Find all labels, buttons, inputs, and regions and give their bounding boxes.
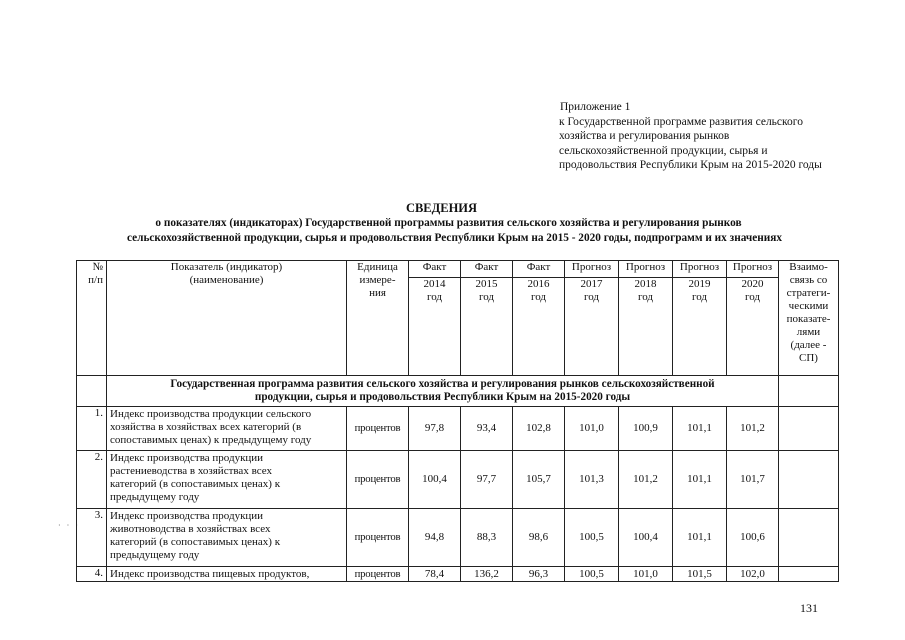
row-indicator-line: Индекс производства продукции сельского	[110, 408, 312, 420]
heading-line-1: о показателях (индикаторах) Государственной программы развития сельского хозяйства и регулирования рынков	[155, 217, 742, 229]
header-period-year-cell	[619, 278, 673, 376]
row-value: 105,7	[513, 451, 565, 509]
header-period-year-cell	[727, 278, 779, 376]
row-value: 101,5	[673, 567, 727, 582]
appendix-line: продовольствия Республики Крым на 2015-2020 годы	[559, 159, 822, 172]
row-value: 97,7	[461, 451, 513, 509]
row-number: 3.	[77, 509, 107, 567]
row-value: 101,2	[619, 451, 673, 509]
header-link-label: показате-	[786, 313, 831, 325]
header-year: 2020	[741, 278, 764, 291]
heading-line-2: сельскохозяйственной продукции, сырья и продовольствия Республики Крым на 2015 - 2020 годы, подпрограмм и их значениях	[126, 231, 783, 244]
row-value: 97,8	[409, 407, 461, 451]
appendix-note	[559, 100, 859, 173]
row-value: 101,1	[673, 407, 727, 451]
header-link-label: ческими	[788, 300, 829, 312]
header-link-label: Взаимо-	[789, 261, 828, 273]
row-value: 98,6	[513, 509, 565, 567]
header-link-label: связь со	[789, 274, 828, 286]
row-value: 101,7	[727, 451, 779, 509]
row-indicator	[107, 509, 347, 567]
header-link-label: СП)	[799, 352, 818, 364]
row-indicator-line: хозяйства в хозяйствах всех категорий (в	[110, 421, 302, 433]
row-unit: процентов	[347, 407, 409, 451]
row-indicator-line: категорий (в сопоставимых ценах) к	[110, 478, 281, 490]
row-number: 2.	[77, 451, 107, 509]
header-period-year-cell	[409, 278, 461, 376]
header-year: 2017	[580, 278, 603, 291]
section-row	[77, 376, 839, 407]
header-unit-cell	[347, 261, 409, 376]
row-indicator-line: предыдущему году	[110, 491, 200, 503]
row-unit: процентов	[347, 567, 409, 582]
row-value: 100,4	[619, 509, 673, 567]
row-value: 101,1	[673, 509, 727, 567]
page-title: СВЕДЕНИЯ	[405, 201, 478, 215]
header-indicator-label: (наименование)	[189, 274, 264, 286]
row-indicator-line: животноводства в хозяйствах всех	[110, 523, 271, 535]
row-value: 100,5	[565, 509, 619, 567]
table-row	[77, 407, 839, 451]
row-value: 101,3	[565, 451, 619, 509]
row-number: 1.	[77, 407, 107, 451]
row-value: 101,0	[619, 567, 673, 582]
row-link	[779, 509, 839, 567]
header-year-suffix: год	[426, 291, 443, 304]
row-indicator-line: растениеводства в хозяйствах всех	[110, 465, 272, 477]
section-title-line: Государственная программа развития сельского хозяйства и регулирования рынков сельскохозяйственной	[170, 377, 715, 390]
row-indicator-line: предыдущему году	[110, 549, 200, 561]
header-period-year-cell	[673, 278, 727, 376]
header-num-label: №	[92, 261, 103, 273]
header-period-kind: Факт	[461, 261, 513, 278]
scan-dots: · · ·	[58, 521, 80, 530]
table-row	[77, 509, 839, 567]
header-link-label: стратеги-	[786, 287, 831, 299]
header-year-suffix: год	[744, 291, 761, 304]
header-unit-label: измере-	[359, 274, 396, 286]
row-value: 101,2	[727, 407, 779, 451]
row-indicator	[107, 451, 347, 509]
row-number: 4.	[77, 567, 107, 582]
header-period-kind: Прогноз	[619, 261, 673, 278]
row-indicator-line: сопоставимых ценах) к предыдущему году	[110, 434, 312, 446]
header-period-year-cell	[461, 278, 513, 376]
row-indicator-line: категорий (в сопоставимых ценах) к	[110, 536, 281, 548]
table-row	[77, 567, 839, 582]
header-num-cell	[77, 261, 107, 376]
row-value: 100,5	[565, 567, 619, 582]
header-indicator-cell	[107, 261, 347, 376]
row-value: 136,2	[461, 567, 513, 582]
row-value: 100,6	[727, 509, 779, 567]
row-value: 93,4	[461, 407, 513, 451]
header-year: 2016	[527, 278, 550, 291]
appendix-line: Приложение 1	[560, 101, 631, 113]
row-value: 100,4	[409, 451, 461, 509]
row-value: 102,8	[513, 407, 565, 451]
header-year-suffix: год	[530, 291, 547, 304]
table-row	[77, 451, 839, 509]
header-year: 2015	[475, 278, 498, 291]
header-link-label: лями	[796, 326, 821, 338]
row-unit: процентов	[347, 451, 409, 509]
header-num-label: п/п	[88, 274, 103, 286]
header-indicator-label: Показатель (индикатор)	[170, 261, 283, 273]
row-value: 96,3	[513, 567, 565, 582]
row-link	[779, 567, 839, 582]
row-indicator-line: Индекс производства пищевых продуктов,	[110, 568, 310, 580]
row-value: 88,3	[461, 509, 513, 567]
row-indicator	[107, 567, 347, 582]
header-unit-label: Единица	[357, 261, 398, 273]
row-value: 78,4	[409, 567, 461, 582]
header-period-kind: Прогноз	[727, 261, 779, 278]
header-link-cell	[779, 261, 839, 376]
row-value: 102,0	[727, 567, 779, 582]
row-link	[779, 451, 839, 509]
header-year-suffix: год	[691, 291, 708, 304]
row-unit: процентов	[347, 509, 409, 567]
row-value: 94,8	[409, 509, 461, 567]
section-link-cell	[779, 376, 839, 407]
row-indicator-line: Индекс производства продукции	[110, 452, 264, 464]
header-year-suffix: год	[637, 291, 654, 304]
header-period-kind: Прогноз	[673, 261, 727, 278]
row-value: 100,9	[619, 407, 673, 451]
header-period-kind: Факт	[409, 261, 461, 278]
appendix-line: сельскохозяйственной продукции, сырья и	[559, 144, 768, 157]
row-value: 101,1	[673, 451, 727, 509]
header-period-year-cell	[565, 278, 619, 376]
header-year: 2014	[423, 278, 446, 291]
header-year: 2019	[688, 278, 711, 291]
section-title-cell	[107, 376, 779, 407]
section-title-line: продукции, сырья и продовольствия Республики Крым на 2015-2020 годы	[254, 391, 631, 403]
header-link-label: (далее -	[790, 339, 827, 351]
appendix-line: к Государственной программе развития сельского	[559, 115, 803, 128]
page-number: 131	[800, 601, 818, 615]
row-link	[779, 407, 839, 451]
header-period-kind: Прогноз	[565, 261, 619, 278]
header-year-suffix: год	[478, 291, 495, 304]
appendix-line: хозяйства и регулирования рынков	[559, 130, 730, 143]
section-num-cell	[77, 376, 107, 407]
header-unit-label: ния	[369, 287, 386, 299]
indicators-table	[76, 260, 839, 582]
header-row-kind	[77, 261, 839, 278]
header-year-suffix: год	[583, 291, 600, 304]
header-period-year-cell	[513, 278, 565, 376]
row-indicator	[107, 407, 347, 451]
row-indicator-line: Индекс производства продукции	[110, 510, 264, 522]
header-year: 2018	[634, 278, 657, 291]
header-period-kind: Факт	[513, 261, 565, 278]
document-heading	[0, 201, 905, 245]
row-value: 101,0	[565, 407, 619, 451]
